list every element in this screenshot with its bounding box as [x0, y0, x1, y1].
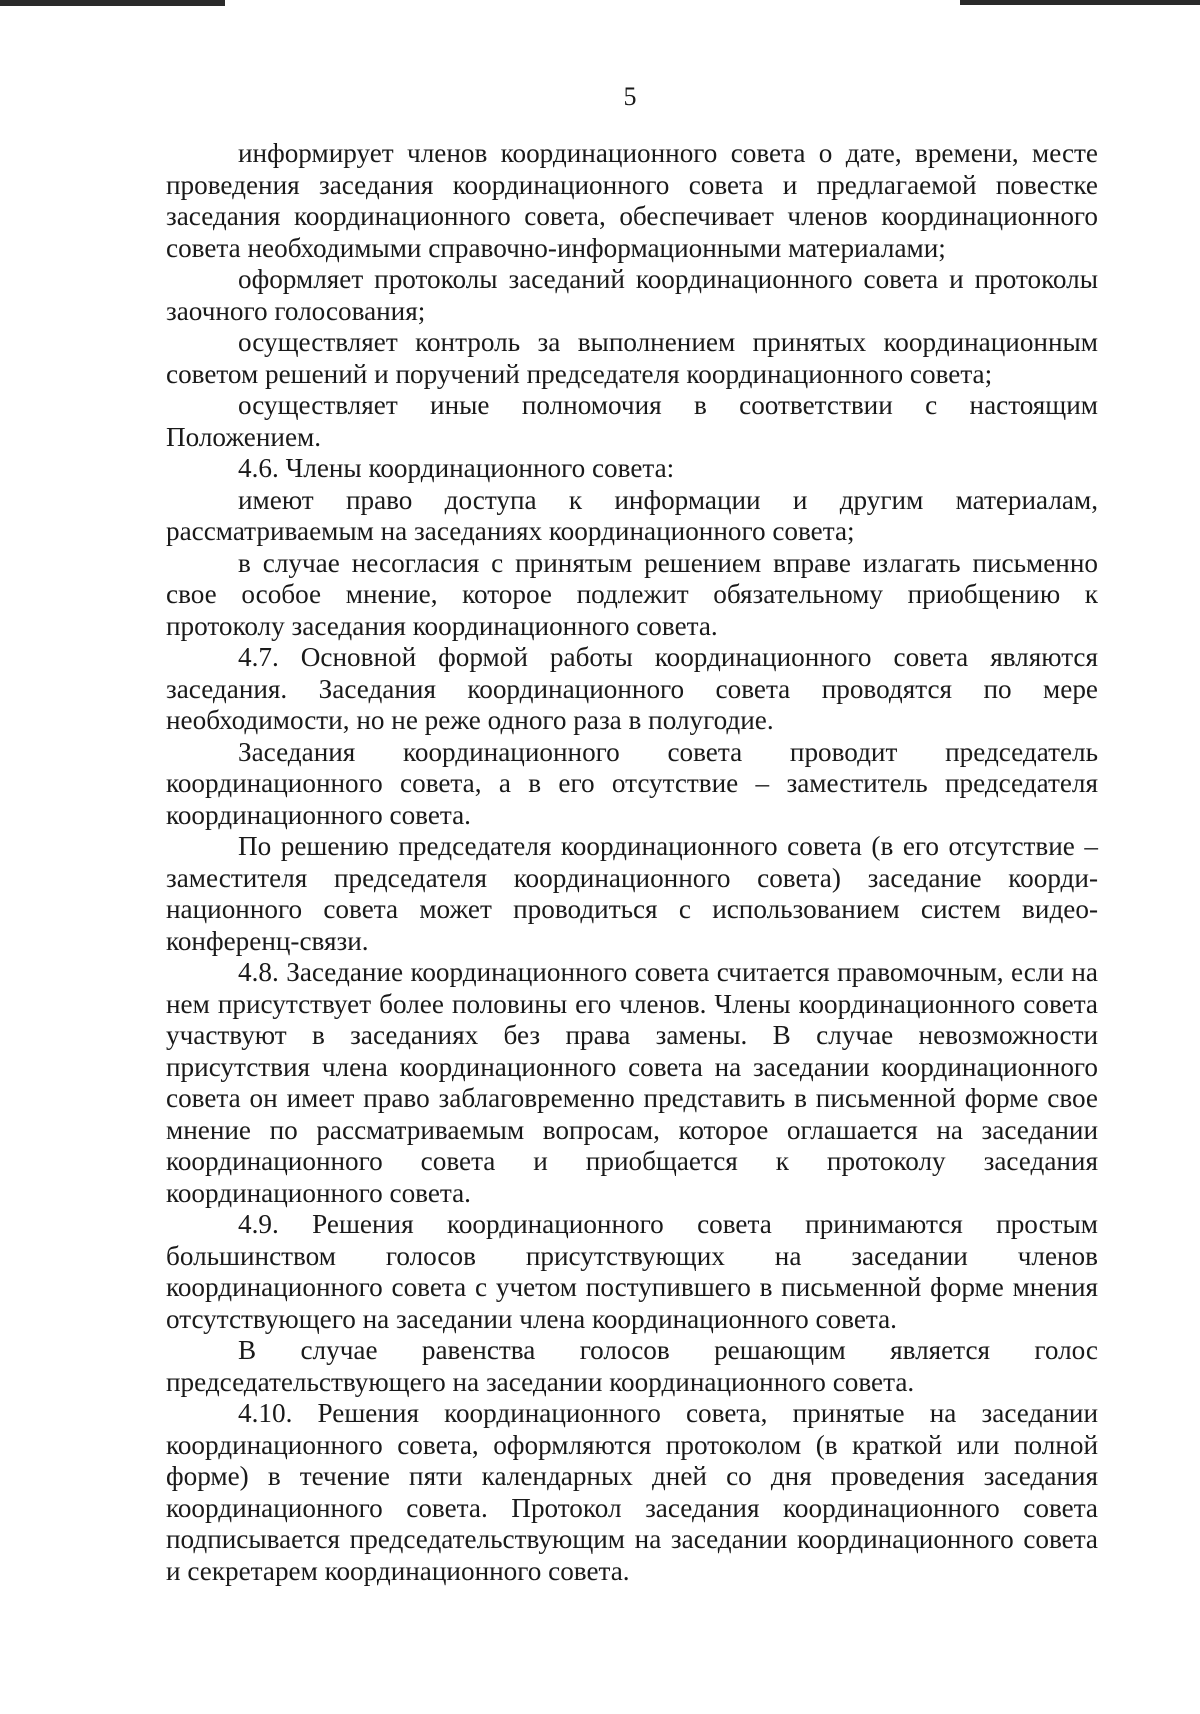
paragraph-meetings-chair: Заседания координационного совета проводит председатель координационного совета, а в его отсутствие – заместитель председателя координационного совета.: [166, 736, 1098, 830]
paragraph-secretary-minutes: оформляет протоколы заседаний координационного совета и протоколы заочного голосования;: [166, 264, 1098, 326]
scan-edge-mark-left: [0, 0, 225, 6]
paragraph-secretary-control: осуществляет контроль за выполнением принятых координационным советом решений и поручений председателя координационного совета;: [166, 327, 1098, 389]
paragraph-video-conference: По решению председателя координационного совета (в его отсутствие – заместителя председателя координационного совета) заседание координационного совета может проводиться с использованием систем видео-конференц-связи.: [166, 831, 1098, 956]
paragraph-section-4-7: 4.7. Основной формой работы координационного совета являются заседания. Заседания координационного совета проводятся по мере необходимости, но не реже одного раза в полугодие.: [166, 642, 1098, 735]
paragraph-secretary-other-powers: осуществляет иные полномочия в соответствии с настоящим Положением.: [166, 390, 1098, 452]
document-body: [166, 138, 1098, 1587]
scan-edge-mark-right: [960, 0, 1200, 5]
paragraph-tie-vote: В случае равенства голосов решающим является голос председательствующего на заседании координационного совета.: [166, 1335, 1098, 1397]
paragraph-section-4-10: 4.10. Решения координационного совета, принятые на заседании координационного совета, оформляются протоколом (в краткой или полной форме) в течение пяти календарных дней со дня проведения заседания координационного совета. Протокол заседания координационного совета подписывается председательствующим на заседании координационного совета и секретарем координационного совета.: [166, 1398, 1098, 1586]
paragraph-section-4-8: 4.8. Заседание координационного совета считается правомочным, если на нем присутствует более половины его членов. Члены координационного совета участвуют в заседаниях без права замены. В случае невозможности присутствия члена координационного совета на заседании координационного совета он имеет право заблаговременно представить в письменной форме свое мнение по рассматриваемым вопросам, которое оглашается на заседании координационного совета и приобщается к протоколу заседания координационного совета.: [166, 957, 1098, 1208]
paragraph-secretary-informs: информирует членов координационного совета о дате, времени, месте проведения заседания координационного совета и предлагаемой повестке заседания координационного совета, обеспечивает членов координационного совета необходимыми справочно-информационными материалами;: [166, 138, 1098, 263]
paragraph-members-access: имеют право доступа к информации и другим материалам, рассматриваемым на заседаниях координационного совета;: [166, 484, 1098, 546]
paragraph-section-4-9: 4.9. Решения координационного совета принимаются простым большинством голосов присутствующих на заседании членов координационного совета с учетом поступившего в письменной форме мнения отсутствующего на заседании члена координационного совета.: [166, 1209, 1098, 1334]
paragraph-section-4-6: 4.6. Члены координационного совета:: [238, 453, 675, 483]
paragraph-members-dissent: в случае несогласия с принятым решением вправе излагать письменно свое особое мнение, которое подлежит обязательному приобщению к протоколу заседания координационного совета.: [166, 547, 1098, 641]
page-number: 5: [623, 82, 637, 111]
